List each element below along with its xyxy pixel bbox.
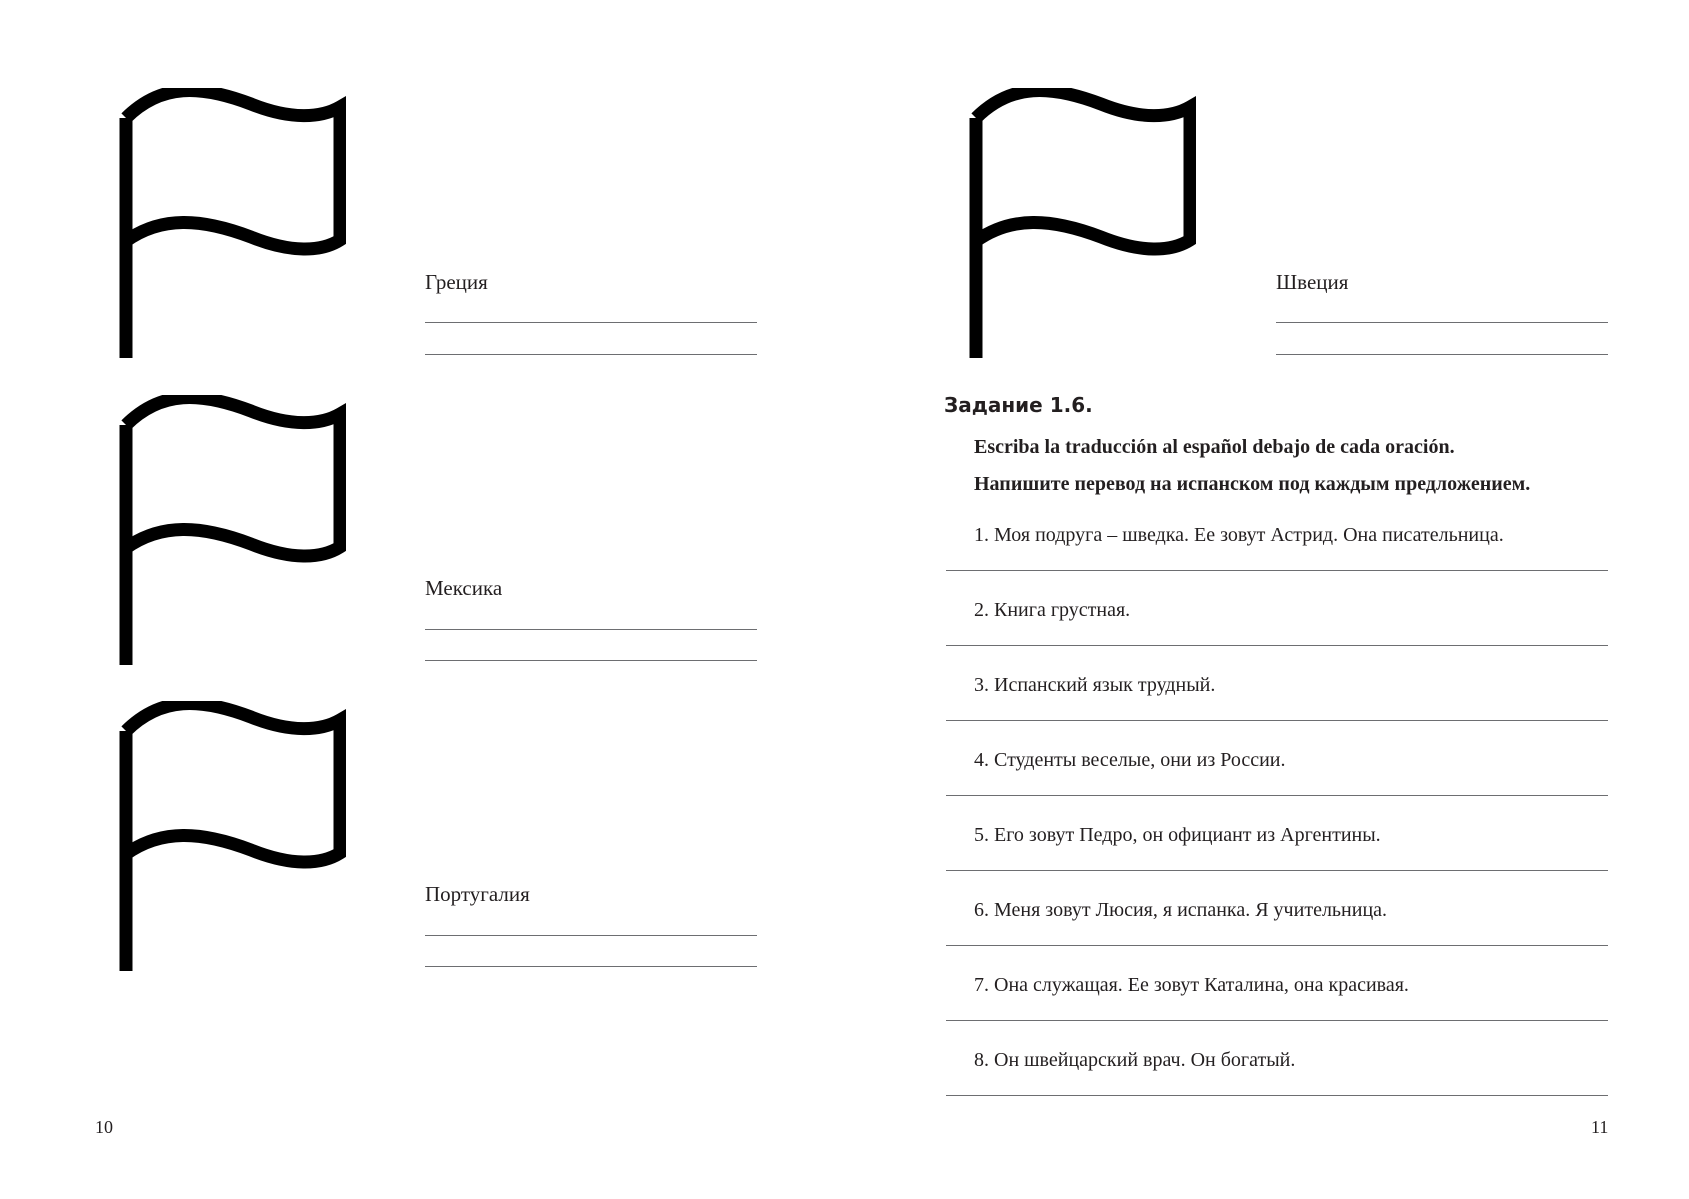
page-number-right: 11	[1591, 1117, 1609, 1137]
answer-line[interactable]	[425, 935, 757, 936]
flag-outline-icon	[116, 88, 346, 358]
answer-line[interactable]	[425, 629, 757, 630]
answer-line[interactable]	[425, 354, 757, 355]
instruction-russian: Напишите перевод на испанском под каждым предложением.	[974, 473, 1531, 495]
task-title: Задание 1.6.	[944, 393, 1093, 417]
sentence-5: 5. Его зовут Педро, он официант из Аргентины.	[974, 824, 1381, 846]
sentence-3: 3. Испанский язык трудный.	[974, 674, 1216, 696]
answer-line[interactable]	[425, 322, 757, 323]
instruction-spanish: Escriba la traducción al español debajo de cada oración.	[974, 436, 1455, 458]
country-label-portugal: Португалия	[425, 882, 530, 906]
sentence-1: 1. Моя подруга – шведка. Ее зовут Астрид. Она писательница.	[974, 524, 1504, 546]
answer-line[interactable]	[425, 966, 757, 967]
answer-line[interactable]	[425, 660, 757, 661]
country-label-greece: Греция	[425, 270, 488, 294]
sentence-2: 2. Книга грустная.	[974, 599, 1131, 621]
sentence-7: 7. Она служащая. Ее зовут Каталина, она красивая.	[974, 974, 1409, 996]
page-number-left: 10	[95, 1117, 113, 1137]
flag-outline-icon	[116, 395, 346, 665]
country-label-mexico: Мексика	[425, 576, 503, 600]
answer-line[interactable]	[1276, 322, 1608, 323]
translation-line[interactable]	[946, 945, 1608, 946]
translation-line[interactable]	[946, 870, 1608, 871]
translation-line[interactable]	[946, 1020, 1608, 1021]
sentence-8: 8. Он швейцарский врач. Он богатый.	[974, 1049, 1296, 1071]
sentence-6: 6. Меня зовут Люсия, я испанка. Я учительница.	[974, 899, 1388, 921]
translation-line[interactable]	[946, 1095, 1608, 1096]
translation-line[interactable]	[946, 720, 1608, 721]
translation-line[interactable]	[946, 570, 1608, 571]
translation-line[interactable]	[946, 795, 1608, 796]
flag-outline-icon	[966, 88, 1196, 358]
country-label-sweden: Швеция	[1276, 270, 1349, 294]
answer-line[interactable]	[1276, 354, 1608, 355]
sentence-4: 4. Студенты веселые, они из России.	[974, 749, 1286, 771]
flag-outline-icon	[116, 701, 346, 971]
translation-line[interactable]	[946, 645, 1608, 646]
